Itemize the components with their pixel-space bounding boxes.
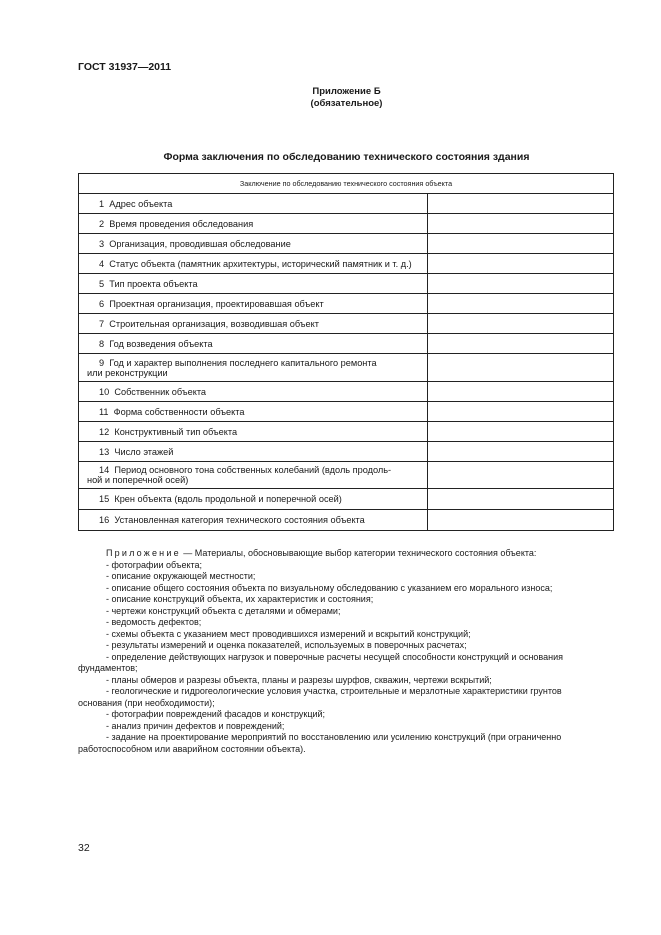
table-row: [79, 294, 614, 314]
note-list-item: - геологические и гидрогеологические условия участка, строительные и мерзлотные характеристики грунтов: [106, 686, 562, 696]
table-row: [79, 254, 614, 274]
row-label-cell: [79, 274, 428, 294]
table-row: [79, 510, 614, 531]
table-row: [79, 354, 614, 382]
row-number: 14: [99, 465, 110, 475]
row-label-cell: [79, 194, 428, 214]
row-text: Организация, проводившая обследование: [109, 238, 291, 249]
row-label-cell: [79, 422, 428, 442]
row-text: Период основного тона собственных колебаний (вдоль продоль-: [114, 465, 392, 475]
row-value-cell[interactable]: [427, 314, 613, 334]
note-list-item: - описание общего состояния объекта по визуальному обследованию с указанием его морального износа;: [106, 582, 553, 593]
note-list-item: - описание окружающей местности;: [106, 571, 256, 581]
row-value-cell[interactable]: [427, 510, 613, 531]
note-list-item: - результаты измерений и оценка показателей, используемых в поверочных расчетах;: [106, 640, 467, 650]
row-value-cell[interactable]: [427, 422, 613, 442]
table-row: [79, 194, 614, 214]
row-value-cell[interactable]: [427, 334, 613, 354]
row-value-cell[interactable]: [427, 294, 613, 314]
row-number: 16: [99, 515, 110, 525]
row-label-cell: [79, 442, 428, 462]
row-label: [87, 465, 427, 475]
row-value-cell[interactable]: [427, 462, 613, 489]
row-value-cell[interactable]: [427, 382, 613, 402]
row-text: Год и характер выполнения последнего капитального ремонта: [109, 357, 377, 368]
row-label: [87, 199, 427, 209]
row-label: [87, 339, 427, 349]
appendix-annotation: (обязательное): [310, 97, 383, 109]
row-label: [87, 427, 427, 437]
note-list-item: - планы обмеров и разрезы объекта, планы и разрезы шурфов, скважин, чертежи вскрытий;: [106, 674, 492, 685]
row-number: 8: [99, 338, 105, 349]
table-row: [79, 214, 614, 234]
note-list-item: - фотографии объекта;: [106, 559, 203, 570]
row-label: [87, 494, 427, 504]
row-number: 3: [99, 238, 105, 249]
note-list-item: - ведомость дефектов;: [106, 617, 202, 627]
row-label: [87, 259, 427, 269]
note-list-item-continued: работоспособном или аварийном состоянии объекта).: [78, 743, 306, 754]
table-row: [79, 422, 614, 442]
table-row: [79, 314, 614, 334]
row-label-cell: [79, 294, 428, 314]
row-number: 2: [99, 218, 105, 229]
row-number: 9: [99, 357, 105, 368]
row-value-cell[interactable]: [427, 254, 613, 274]
row-value-cell[interactable]: [427, 354, 613, 382]
table-row: [79, 489, 614, 510]
note-lead-text: — Материалы, обосновывающие выбор категории технического состояния объекта:: [180, 548, 537, 558]
note-list-item: - схемы объекта с указанием мест проводившихся измерений и вскрытий конструкций;: [106, 628, 471, 639]
conclusion-form-table: [78, 173, 614, 531]
row-label: [87, 387, 427, 397]
row-text: Адрес объекта: [109, 198, 173, 209]
document-header: ГОСТ 31937—2011: [78, 61, 172, 73]
table-row: [79, 442, 614, 462]
row-number: 4: [99, 258, 105, 269]
row-label: [87, 447, 427, 457]
row-text: Проектная организация, проектировавшая объект: [109, 298, 324, 309]
row-text: Год возведения объекта: [109, 338, 213, 349]
row-value-cell[interactable]: [427, 402, 613, 422]
row-text: Время проведения обследования: [109, 218, 254, 229]
row-number: 10: [99, 386, 110, 397]
table-row: [79, 382, 614, 402]
row-label-cell: [79, 489, 428, 510]
row-text: Конструктивный тип объекта: [114, 426, 238, 437]
row-value-cell[interactable]: [427, 489, 613, 510]
note-list-item: - чертежи конструкций объекта с деталями и обмерами;: [106, 605, 341, 616]
note-lead: [78, 548, 618, 560]
row-text: Форма собственности объекта: [113, 406, 245, 417]
table-row: [79, 462, 614, 489]
row-label-cell: [79, 234, 428, 254]
row-value-cell[interactable]: [427, 214, 613, 234]
row-value-cell[interactable]: [427, 194, 613, 214]
note-list-item: - задание на проектирование мероприятий по восстановлению или усилению конструкций (при ограниченно: [106, 732, 562, 742]
row-text: Статус объекта (памятник архитектуры, исторический памятник и т. д.): [109, 258, 412, 269]
note-list-item-continued: фундаментов;: [78, 663, 138, 673]
row-number: 5: [99, 278, 105, 289]
row-text: Установленная категория технического состояния объекта: [114, 515, 365, 525]
row-label-cell: [79, 214, 428, 234]
appendix-title: Приложение Б: [312, 86, 381, 97]
row-label-cell: [79, 462, 428, 489]
table-row: [79, 274, 614, 294]
row-label: [87, 515, 427, 525]
row-label-cell: [79, 354, 428, 382]
row-text: Собственник объекта: [114, 386, 207, 397]
row-text: Тип проекта объекта: [109, 278, 198, 289]
row-label: [87, 407, 427, 417]
table-row: [79, 334, 614, 354]
row-number: 6: [99, 298, 105, 309]
row-number: 11: [99, 406, 109, 417]
row-label-cell: [79, 402, 428, 422]
row-label: [87, 358, 427, 368]
row-label: [87, 299, 427, 309]
appendix-note: [78, 548, 618, 755]
table-row: [79, 234, 614, 254]
row-number: 7: [99, 318, 105, 329]
row-text: Крен объекта (вдоль продольной и поперечной осей): [114, 494, 342, 504]
note-list-item: - описание конструкций объекта, их характеристик и состояния;: [106, 594, 374, 604]
row-text-continued: ной и поперечной осей): [87, 475, 189, 485]
table-title-row: [79, 174, 614, 194]
row-value-cell[interactable]: [427, 442, 613, 462]
note-list-item: - определение действующих нагрузок и поверочные расчеты несущей способности конструкций и основания: [106, 651, 563, 662]
table-title: Заключение по обследованию технического состояния объекта: [79, 174, 614, 194]
row-label: [87, 239, 427, 249]
row-text: Число этажей: [114, 446, 174, 457]
row-label-cell: [79, 314, 428, 334]
note-items: [78, 560, 618, 756]
row-number: 13: [99, 446, 110, 457]
row-text: Строительная организация, возводившая объект: [109, 318, 319, 329]
form-title: Форма заключения по обследованию технического состояния здания: [163, 151, 530, 163]
table-row: [79, 402, 614, 422]
row-label-cell: [79, 382, 428, 402]
note-list-item: - анализ причин дефектов и повреждений;: [106, 720, 285, 731]
row-label-cell: [79, 334, 428, 354]
row-value-cell[interactable]: [427, 274, 613, 294]
row-number: 12: [99, 426, 110, 437]
row-value-cell[interactable]: [427, 234, 613, 254]
page-number: 32: [78, 842, 90, 854]
note-list-item-continued: основания (при необходимости);: [78, 697, 215, 708]
row-number: 15: [99, 494, 110, 504]
row-label: [87, 279, 427, 289]
row-label: [87, 319, 427, 329]
appendix-heading: [0, 86, 661, 109]
row-label: [87, 219, 427, 229]
note-list-item: - фотографии повреждений фасадов и конструкций;: [106, 709, 326, 719]
row-number: 1: [99, 198, 105, 209]
row-label-cell: [79, 510, 428, 531]
note-lead-word: Приложение: [106, 548, 181, 558]
row-text-continued: или реконструкции: [87, 367, 168, 378]
row-label-cell: [79, 254, 428, 274]
